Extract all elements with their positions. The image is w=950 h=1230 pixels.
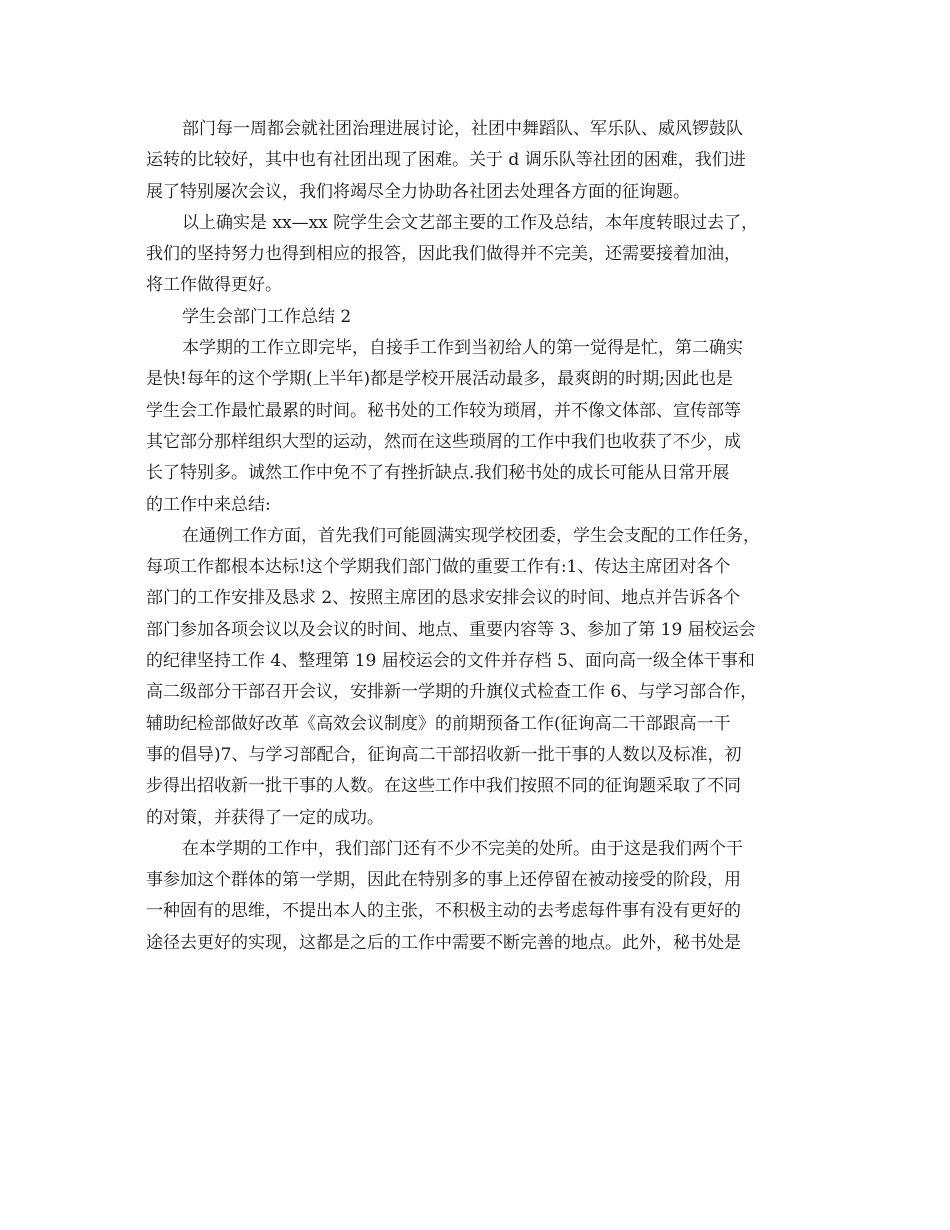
text-line: 一种固有的思维，不提出本人的主张，不积极主动的去考虑每件事有没有更好的	[146, 901, 741, 922]
text-line: 的对策，并获得了一定的成功。	[146, 807, 384, 828]
text-line: 每项工作都根本达标!这个学期我们部门做的重要工作有:1、传达主席团对各个	[146, 557, 731, 578]
text-line: 在本学期的工作中，我们部门还有不少不完美的处所。由于这是我们两个干	[182, 838, 743, 859]
text-line: 将工作做得更好。	[146, 275, 282, 296]
paragraph-shortcomings	[146, 834, 806, 959]
paragraph-summary-conclusion	[146, 208, 806, 302]
paragraph-routine-work	[146, 521, 806, 834]
text-line: 途径去更好的实现，这都是之后的工作中需要不断完善的地点。此外，秘书处是	[146, 932, 741, 953]
paragraph-club-management	[146, 114, 806, 208]
text-line: 的工作中来总结:	[146, 494, 271, 515]
text-line: 长了特别多。诚然工作中免不了有挫折缺点.我们秘书处的成长可能从日常开展	[146, 463, 730, 484]
text-line: 其它部分那样组织大型的运动，然而在这些琐屑的工作中我们也收获了不少，成	[146, 431, 741, 452]
document-page	[146, 114, 806, 959]
section-title: 学生会部门工作总结 2	[182, 306, 352, 327]
text-line: 部门参加各项会议以及会议的时间、地点、重要内容等 3、参加了第 19 届校运会	[146, 619, 756, 640]
text-line: 展了特别屡次会议，我们将竭尽全力协助各社团去处理各方面的征询题。	[146, 181, 690, 202]
section-heading	[146, 302, 806, 333]
text-line: 是快!每年的这个学期(上半年)都是学校开展活动最多，最爽朗的时期;因此也是	[146, 369, 733, 390]
text-line: 部门每一周都会就社团治理进展讨论，社团中舞蹈队、军乐队、威风锣鼓队	[182, 119, 743, 139]
text-line: 本学期的工作立即完毕，自接手工作到当初给人的第一觉得是忙，第二确实	[182, 338, 743, 359]
paragraph-semester-intro	[146, 333, 806, 521]
text-line: 在通例工作方面，首先我们可能圆满实现学校团委，学生会支配的工作任务，	[182, 525, 760, 546]
text-line: 事的倡导)7、与学习部配合，征询高二干部招收新一批干事的人数以及标准，初	[146, 744, 742, 765]
text-line: 的纪律坚持工作 4、整理第 19 届校运会的文件并存档 5、面向高一级全体干事和	[146, 651, 755, 672]
text-line: 事参加这个群体的第一学期，因此在特别多的事上还停留在被动接受的阶段，用	[146, 870, 741, 891]
text-line: 以上确实是 xx—xx 院学生会文艺部主要的工作及总结，本年度转眼过去了，	[182, 212, 759, 233]
text-line: 部门的工作安排及恳求 2、按照主席团的恳求安排会议的时间、地点并告诉各个	[146, 588, 741, 609]
text-line: 学生会工作最忙最累的时间。秘书处的工作较为琐屑，并不像文体部、宣传部等	[146, 400, 741, 421]
text-line: 我们的坚持努力也得到相应的报答，因此我们做得并不完美，还需要接着加油，	[146, 244, 741, 265]
text-line: 步得出招收新一批干事的人数。在这些工作中我们按照不同的征询题采取了不同	[146, 776, 741, 797]
text-line: 辅助纪检部做好改革《高效会议制度》的前期预备工作(征询高二干部跟高一干	[146, 713, 731, 734]
text-line: 运转的比较好，其中也有社团出现了困难。关于 d 调乐队等社团的困难，我们进	[146, 150, 746, 171]
text-line: 高二级部分干部召开会议，安排新一学期的升旗仪式检查工作 6、与学习部合作，	[146, 682, 758, 703]
